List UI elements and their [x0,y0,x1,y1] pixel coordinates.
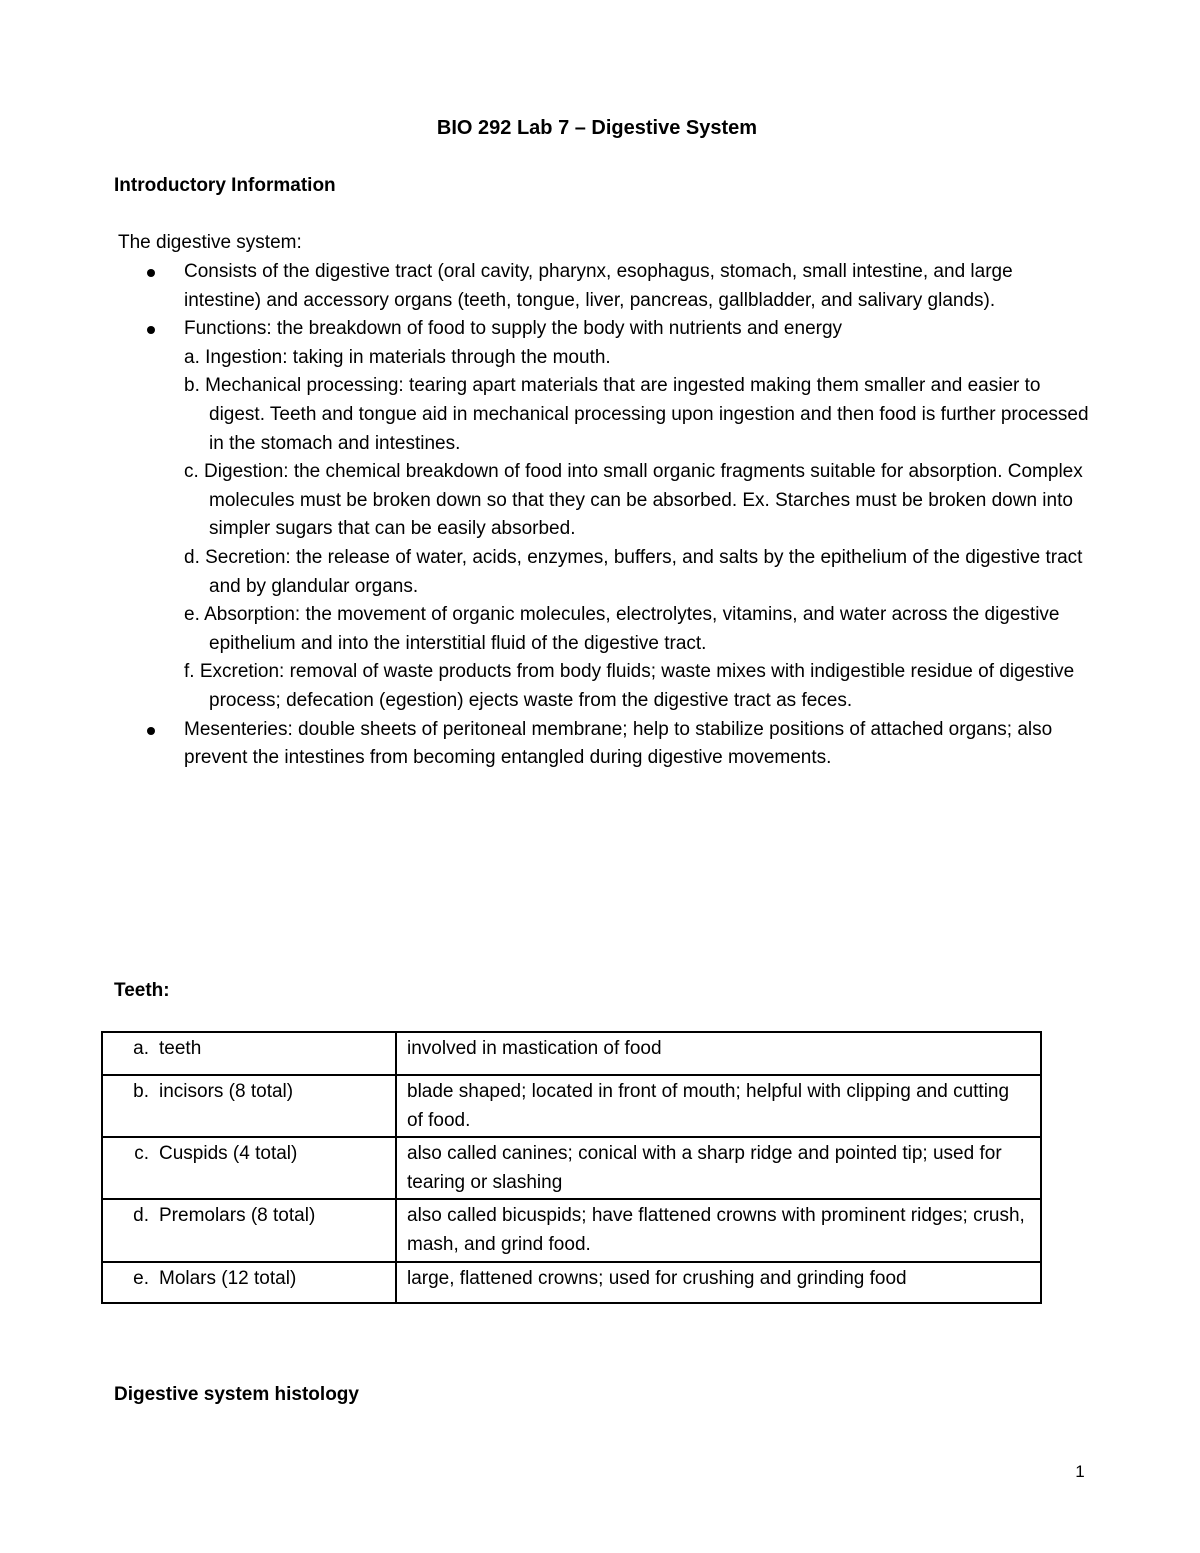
tooth-name: Cuspids (4 total) [159,1143,298,1165]
row-letter: b. [133,1081,149,1102]
tooth-name-cell [102,1262,396,1303]
table-row [102,1199,1041,1261]
bullet-text-composition: Consists of the digestive tract (oral cavity, pharynx, esophagus, stomach, small intestine, and large intestine) and accessory organs (teeth, tongue, liver, pancreas, gallbladder, and salivary glands). [184,261,1013,311]
function-item-absorption: e. Absorption: the movement of organic molecules, electrolytes, vitamins, and water across the digestive epithelium and into the interstitial fluid of the digestive tract. [184,604,1060,654]
document-title: BIO 292 Lab 7 – Digestive System [436,117,758,139]
bullet-text-mesenteries: Mesenteries: double sheets of peritoneal membrane; help to stabilize positions of attached organs; also prevent the intestines from becoming entangled during digestive movements. [184,718,1053,769]
teeth-heading: Teeth: [114,980,170,1001]
intro-bullet-list [114,258,1094,773]
list-item [114,315,1094,715]
table-row [102,1262,1041,1303]
tooth-description: also called canines; conical with a sharp ridge and pointed tip; used for tearing or slashing [396,1137,1041,1199]
tooth-name-cell [102,1199,396,1261]
tooth-name-cell [102,1032,396,1075]
tooth-name: Premolars (8 total) [159,1205,316,1227]
tooth-description: large, flattened crowns; used for crushing and grinding food [396,1262,1041,1303]
table-row [102,1137,1041,1199]
tooth-description: involved in mastication of food [396,1032,1041,1075]
function-item-secretion: d. Secretion: the release of water, acids, enzymes, buffers, and salts by the epithelium of the digestive tract and by glandular organs. [184,546,1083,597]
function-item-ingestion: a. Ingestion: taking in materials through the mouth. [184,346,611,368]
tooth-name-cell [102,1075,396,1137]
list-item [114,716,1094,773]
function-item-excretion: f. Excretion: removal of waste products from body fluids; waste mixes with indigestible residue of digestive process; defecation (egestion) ejects waste from the digestive tract as feces. [184,661,1075,711]
intro-heading: Introductory Information [114,175,336,196]
table-row [102,1032,1041,1075]
histology-heading: Digestive system histology [114,1384,359,1405]
teeth-table [101,1031,1042,1304]
tooth-name-cell [102,1137,396,1199]
table-row [102,1075,1041,1137]
function-item-mechanical-processing: b. Mechanical processing: tearing apart materials that are ingested making them smaller and easier to digest. Teeth and tongue aid in mechanical processing upon ingestion and then food is further processed in the stomach and intestines. [184,375,1089,454]
row-letter: a. [133,1038,149,1059]
bullet-text-functions: Functions: the breakdown of food to supply the body with nutrients and energy [184,318,843,340]
tooth-description: also called bicuspids; have flattened crowns with prominent ridges; crush, mash, and grind food. [396,1199,1041,1261]
tooth-name: Molars (12 total) [159,1267,297,1289]
functions-list [184,344,1094,716]
bullet-icon [147,727,155,735]
tooth-description: blade shaped; located in front of mouth; helpful with clipping and cutting of food. [396,1075,1041,1137]
row-letter: c. [134,1143,149,1165]
bullet-icon [147,269,155,277]
intro-lead-text: The digestive system: [118,232,302,253]
tooth-name: incisors (8 total) [159,1081,294,1102]
function-item-digestion: c. Digestion: the chemical breakdown of food into small organic fragments suitable for absorption. Complex molecules must be broken down so that they can be absorbed. Ex. Starches must be broken down into simpler sugars that can be easily absorbed. [184,461,1083,540]
list-item [114,258,1094,315]
page-number: 1 [1075,1462,1085,1481]
bullet-icon [147,326,155,334]
row-letter: e. [133,1267,149,1289]
tooth-name: teeth [159,1038,202,1059]
row-letter: d. [133,1205,149,1227]
